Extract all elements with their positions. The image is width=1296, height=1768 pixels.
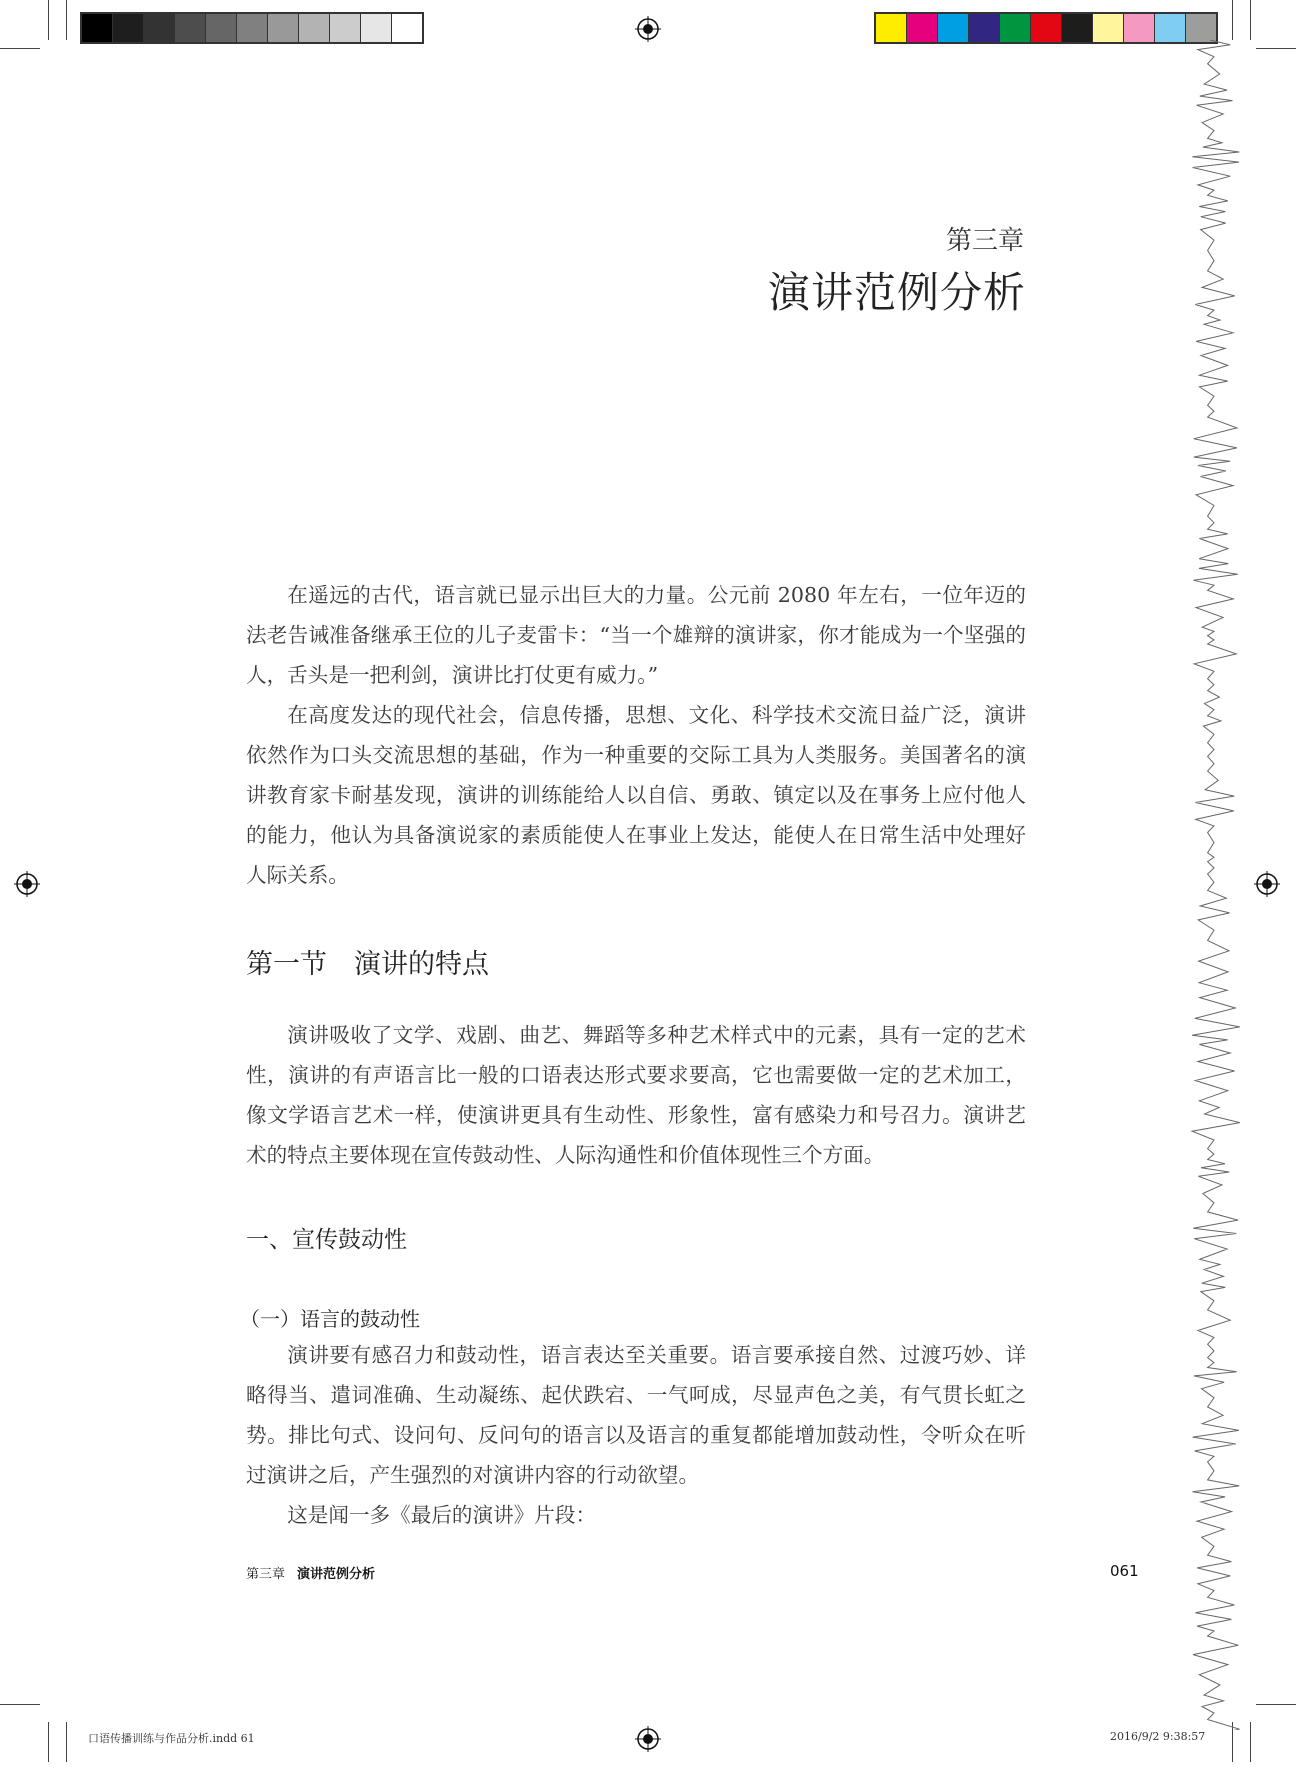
gray-swatch [175, 14, 206, 42]
registration-mark-icon [14, 871, 40, 897]
color-swatch [1093, 14, 1124, 42]
crop-mark [1250, 0, 1251, 40]
footer-title: 演讲范例分析 [297, 1567, 376, 1582]
subsection-heading: 一、宣传鼓动性 [246, 1227, 407, 1253]
crop-mark [48, 0, 49, 40]
crop-mark [48, 1722, 49, 1762]
color-swatch [1062, 14, 1093, 42]
section-heading: 第一节 演讲的特点 [246, 949, 489, 980]
footer-chapter: 第三章 [246, 1567, 286, 1582]
color-swatch [1155, 14, 1186, 42]
body-paragraph: 演讲要有感召力和鼓动性，语言表达至关重要。语言要承接自然、过渡巧妙、详略得当、遣词准确、生动凝练、起伏跌宕、一气呵成，尽显声色之美，有气贯长虹之势。排比句式、设问句、反问句的语言以及语言的重复都能增加鼓动性，令听众在听过演讲之后，产生强烈的对演讲内容的行动欲望。 [246, 1343, 1026, 1487]
crop-mark [66, 0, 67, 40]
chapter-title: 演讲范例分析 [767, 268, 1026, 317]
section-paragraph: 演讲吸收了文学、戏剧、曲艺、舞蹈等多种艺术样式中的元素，具有一定的艺术性，演讲的有声语言比一般的口语表达形式要求要高，它也需要做一定的艺术加工，像文学语言艺术一样，使演讲更具有生动性、形象性，富有感染力和号召力。演讲艺术的特点主要体现在宣传鼓动性、人际沟通性和价值体现性三个方面。 [246, 1023, 1026, 1167]
intro-paragraph: 在遥远的古代，语言就已显示出巨大的力量。公元前 2080 年左右，一位年迈的法老告诫准备继承王位的儿子麦雷卡：“当一个雄辩的演讲家，你才能成为一个坚强的人，舌头是一把利剑，演讲比打仗更有威力。” [246, 583, 1026, 687]
slug-filename: 口语传播训练与作品分析.indd 61 [88, 1732, 255, 1745]
registration-mark-icon [635, 16, 661, 42]
crop-mark [1256, 48, 1296, 49]
gray-swatch [82, 14, 113, 42]
registration-mark-icon [635, 1726, 661, 1752]
gray-swatch [144, 14, 175, 42]
grayscale-calibration-bar [80, 12, 424, 44]
color-swatch [907, 14, 938, 42]
crop-mark [0, 48, 40, 49]
decorative-wave-border [1190, 40, 1250, 1730]
body-paragraph: 这是闻一多《最后的演讲》片段： [287, 1503, 597, 1527]
page-number: 061 [1110, 1562, 1139, 1580]
color-swatch [1000, 14, 1031, 42]
color-swatch [969, 14, 1000, 42]
crop-mark [1256, 1704, 1296, 1705]
color-swatch [1186, 14, 1216, 42]
gray-swatch [206, 14, 237, 42]
wave-line [1192, 40, 1240, 1730]
gray-swatch [268, 14, 299, 42]
intro-paragraph: 在高度发达的现代社会，信息传播，思想、文化、科学技术交流日益广泛，演讲依然作为口头交流思想的基础，作为一种重要的交际工具为人类服务。美国著名的演讲教育家卡耐基发现，演讲的训练能给人以自信、勇敢、镇定以及在事务上应付他人的能力，他认为具备演说家的素质能使人在事业上发达，能使人在日常生活中处理好人际关系。 [246, 703, 1026, 887]
chapter-number: 第三章 [945, 226, 1024, 256]
color-swatch [938, 14, 969, 42]
color-swatch [1124, 14, 1155, 42]
gray-swatch [361, 14, 392, 42]
crop-mark [1250, 1722, 1251, 1762]
gray-swatch [392, 14, 422, 42]
color-calibration-bar [874, 12, 1218, 44]
gray-swatch [299, 14, 330, 42]
slug-timestamp: 2016/9/2 9:38:57 [1110, 1730, 1206, 1743]
gray-swatch [330, 14, 361, 42]
gray-swatch [237, 14, 268, 42]
crop-mark [0, 1704, 40, 1705]
color-swatch [876, 14, 907, 42]
running-footer [246, 1563, 375, 1582]
crop-mark [1232, 0, 1233, 40]
color-swatch [1031, 14, 1062, 42]
registration-mark-icon [1254, 871, 1280, 897]
subsubsection-heading: （一）语言的鼓动性 [240, 1307, 420, 1331]
gray-swatch [113, 14, 144, 42]
crop-mark [66, 1722, 67, 1762]
